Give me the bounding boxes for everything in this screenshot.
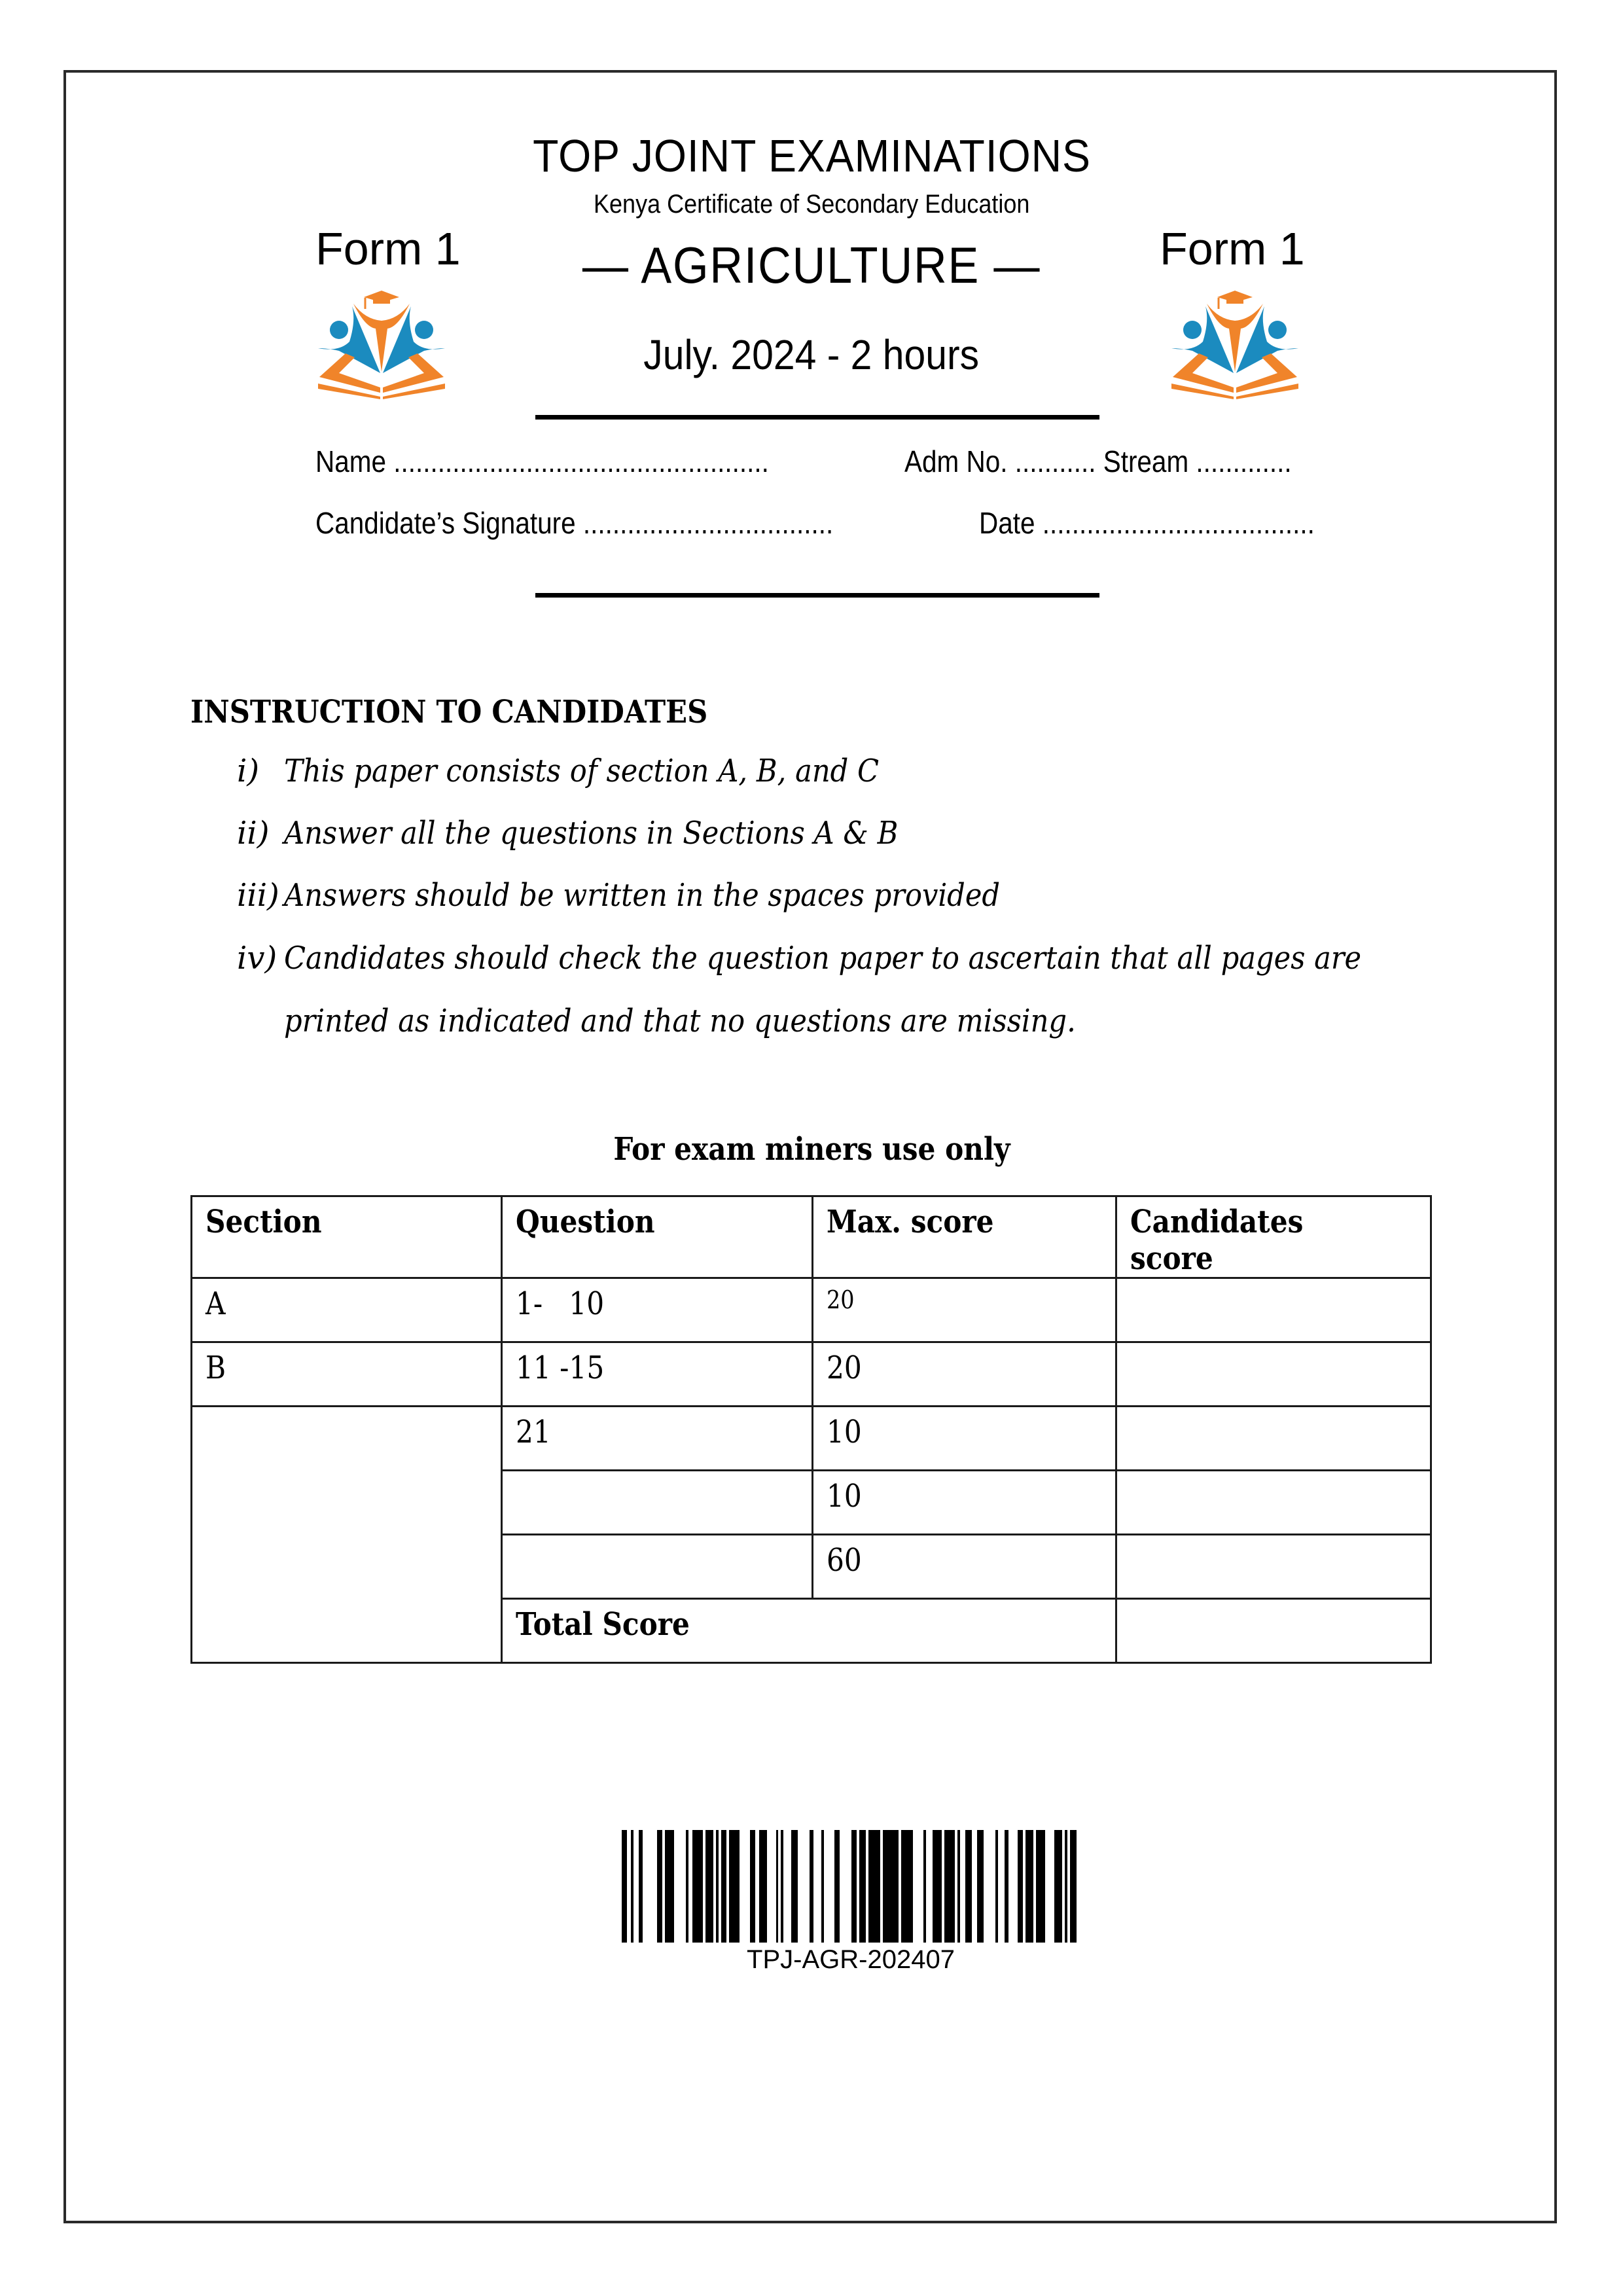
cell-section: B [192,1342,502,1407]
date-field-wrap [979,505,1361,541]
cell-max-score: 10 [813,1407,1116,1471]
instruction-item: i) This paper consists of section A, B, and C [237,753,880,789]
header-divider-top [535,415,1099,420]
instruction-item: iii) Answers should be written in the spaces provided [237,877,1001,914]
instruction-item: ii) Answer all the questions in Sections A & B [237,815,899,852]
signature-field[interactable]: Candidate’s Signature .................................. [315,506,834,540]
certificate-subtitle: Kenya Certificate of Secondary Education [593,190,1030,219]
table-header-row [192,1196,1431,1278]
cell-question [502,1535,813,1599]
candidate-fields-row-1 [315,444,830,479]
education-logo-icon [313,288,450,399]
stream-field[interactable]: Stream ............. [1103,444,1292,478]
cell-candidate-score[interactable] [1116,1535,1431,1599]
table-row [192,1278,1431,1342]
cell-max-score: 20 [813,1342,1116,1407]
candidate-fields-row-2 [315,505,904,541]
cell-max-score: 60 [813,1535,1116,1599]
barcode [622,1830,1080,1943]
cell-question: 1- 10 [502,1278,813,1342]
header-max-score: Max. score [813,1196,1116,1278]
subject-title: — AGRICULTURE — [582,236,1041,294]
cell-candidate-score[interactable] [1116,1471,1431,1535]
table-row [192,1342,1431,1407]
cell-candidate-score[interactable] [1116,1407,1431,1471]
cell-candidate-score[interactable] [1116,1278,1431,1342]
cell-candidate-score[interactable] [1116,1342,1431,1407]
education-logo-icon [1166,288,1304,399]
cell-section: A [192,1278,502,1342]
cell-max-score: 10 [813,1471,1116,1535]
cell-question: 11 -15 [502,1342,813,1407]
cell-section-merged [192,1407,502,1663]
header-candidates-score: Candidates score [1116,1196,1431,1278]
name-field[interactable]: Name ................................................... [315,444,769,478]
exam-organization-title: TOP JOINT EXAMINATIONS [532,130,1091,181]
adm-no-field[interactable]: Adm No. ........... Stream ............. [904,444,1292,478]
instruction-item: iv) Candidates should check the question paper to ascertain that all pages are [237,940,1362,977]
total-score-label: Total Score [502,1599,1116,1663]
total-score-value[interactable] [1116,1599,1431,1663]
cell-max-score: 20 [813,1278,1116,1342]
form-label-left: Form 1 [315,223,461,274]
barcode-code-text: TPJ-AGR-202407 [747,1945,955,1974]
date-field[interactable]: Date ..................................... [979,506,1315,540]
adm-stream-fields [904,444,1344,479]
form-label-right: Form 1 [1160,223,1305,274]
cell-question [502,1471,813,1535]
score-table [190,1195,1432,1664]
cell-question: 21 [502,1407,813,1471]
header-section: Section [192,1196,502,1278]
exam-session-date: July. 2024 - 2 hours [643,331,980,378]
header-question: Question [502,1196,813,1278]
score-table-caption: For exam miners use only [613,1131,1010,1168]
instructions-heading: INSTRUCTION TO CANDIDATES [190,694,708,730]
header-divider-bottom [535,593,1099,598]
table-row [192,1407,1431,1471]
instruction-item-continued: printed as indicated and that no questions are missing. [284,1003,1076,1039]
